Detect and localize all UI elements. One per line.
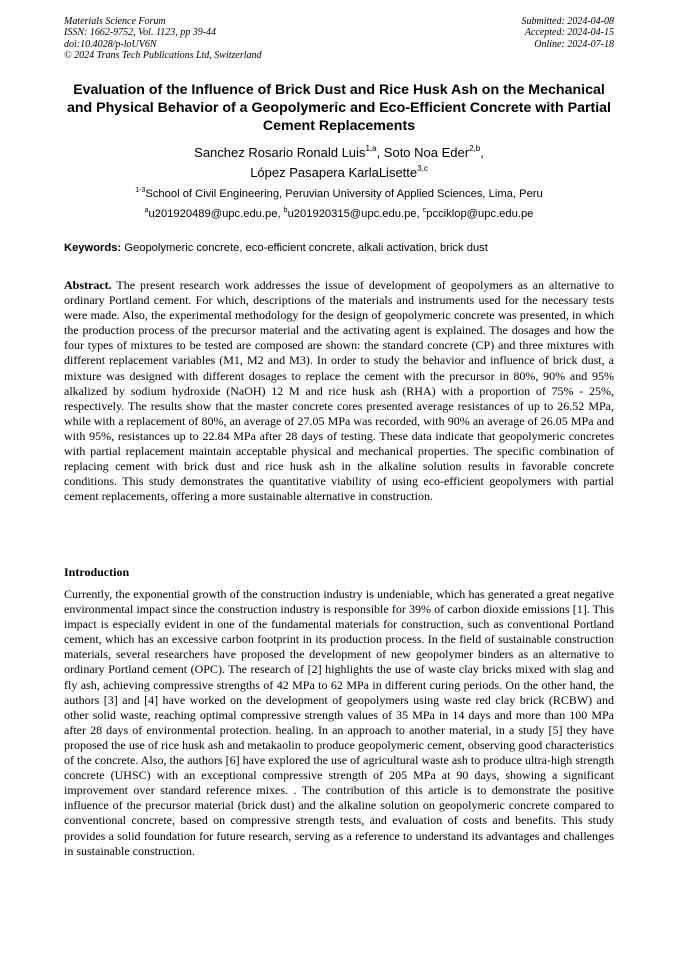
introduction-body bbox=[64, 587, 614, 859]
header-left bbox=[64, 16, 262, 61]
header-right bbox=[522, 16, 615, 50]
online-date: Online: 2024-07-18 bbox=[534, 38, 614, 50]
author-name: Soto Noa Eder bbox=[383, 145, 470, 160]
email-address[interactable]: pcciklop@upc.edu.pe bbox=[426, 208, 534, 220]
affiliation-text: School of Civil Engineering, Peruvian University of Applied Sciences, Lima, Peru bbox=[145, 188, 543, 200]
accepted-date: Accepted: 2024-04-15 bbox=[524, 27, 614, 39]
author-affiliation-mark: 2,b bbox=[469, 144, 481, 153]
author-list bbox=[60, 143, 618, 183]
email-mark: b bbox=[283, 207, 288, 214]
author-name: Sanchez Rosario Ronald Luis bbox=[194, 145, 366, 160]
abstract-label: Abstract. bbox=[64, 278, 112, 292]
issn-volume: ISSN: 1662-9752, Vol. 1123, pp 39-44 bbox=[64, 27, 217, 39]
email-address[interactable]: u201920315@upc.edu.pe, bbox=[287, 208, 423, 220]
keywords-label: Keywords: bbox=[64, 242, 122, 254]
paper-title: Evaluation of the Influence of Brick Dust and Rice Husk Ash on the Mechanical and Physical Behavior of a Geopolymeric and Eco-Efficient Concrete with Partial Cement Replacements bbox=[67, 82, 611, 134]
author-separator: , bbox=[376, 145, 384, 160]
email-address[interactable]: u201920489@upc.edu.pe, bbox=[148, 208, 284, 220]
author-affiliation-mark: 3,c bbox=[417, 164, 428, 173]
affiliation-mark: 1-3 bbox=[135, 187, 146, 194]
abstract-paragraph bbox=[64, 278, 614, 504]
abstract-text: The present research work addresses the issue of development of geopolymers as an alternative to ordinary Portland cement. For which, descriptions of the materials and instruments used for the necessary tests were made. Also, the experimental methodology for the design of geopolymeric concrete was presented, in which the production process of the precursor material and the activating agent is explained. The dosages and how the four types of mixtures to be tested are composed are shown: the standard concrete (CP) and three mixtures with different replacement variables (M1, M2 and M3). In order to study the behavior and influence of brick dust, a mixture was designed with different dosages to replace the cement with the precursor in 80%, 90% and 95% alkalized by sodium hydroxide (NaOH) 12 M and rice husk ash (RHA) with a proportion of 75% - 25%, respectively. The results show that the master concrete cores presented average resistances of up to 26.52 MPa, while with a replacement of 80%, an average of 27.05 MPa was recorded, with 90% an average of 26.05 MPa and with 95%, resistances up to 22.84 MPa after 28 days of testing. These data indicate that geopolymeric concretes with partial replacement maintain acceptable physical and mechanical properties. The specific combination of replacing cement with brick dust and rice husk ash in the alkaline solution results in favorable concrete conditions. This study demonstrates the quantitative viability of using eco-efficient geopolymers with partial cement replacements, offering a more sustainable alternative in construction. bbox=[64, 278, 614, 504]
email-line bbox=[60, 204, 618, 224]
keywords-text: Geopolymeric concrete, eco-efficient concrete, alkali activation, brick dust bbox=[121, 242, 488, 254]
author-affiliation-mark: 1,a bbox=[365, 144, 377, 153]
keywords bbox=[64, 241, 614, 255]
submitted-date: Submitted: 2024-04-08 bbox=[521, 16, 614, 27]
introduction-paragraph: Currently, the exponential growth of the construction industry is undeniable, which has generated a great negative environmental impact since the construction industry is responsible for 39% of carbon dioxide emissions [1]. This impact is especially evident in one of the fundamental materials for construction, such as conventional Portland cement, which has an excessive carbon footprint in its production process. In the field of sustainable construction materials, several researchers have proposed the development of new geopolymer binders as an alternative to ordinary Portland cement (OPC). The research of [2] highlights the use of waste clay bricks mixed with slag and fly ash, achieving compressive strengths of 42 MPa to 62 MPa in different curing periods. On the other hand, the authors [3] and [4] have worked on the development of geopolymers using waste red clay brick (RCBW) and other solid waste, reaching optimal compressive strength values of 35 MPa in 14 days and more than 100 MPa after 28 days of environmental protection. healing. In an approach to another material, in a study [5] they have proposed the use of rice husk ash and metakaolin to produce geopolymeric cement, observing good characteristics of the concrete. Also, the authors [6] have explored the use of agricultural waste ash to produce ultra-high strength concrete (UHSC) with an exceptional compressive strength of 205 MPa at 90 days, showing a significant improvement over standard reference mixes. . The contribution of this article is to demonstrate the positive influence of the precursor material (brick dust) and the alkaline solution on geopolymeric concrete compared to conventional concrete, based on compressive strength tests, and evaluation of costs and benefits. This study provides a solid foundation for future research, serving as a reference to understand its advantages and challenges in sustainable construction. bbox=[64, 587, 614, 858]
affiliations bbox=[60, 184, 618, 224]
author-separator: , bbox=[480, 145, 484, 160]
journal-name: Materials Science Forum bbox=[64, 16, 166, 27]
section-heading-introduction: Introduction bbox=[64, 565, 130, 579]
abstract bbox=[64, 278, 614, 504]
email-mark: a bbox=[144, 207, 149, 214]
copyright: © 2024 Trans Tech Publications Ltd, Switzerland bbox=[64, 49, 262, 61]
author-name: López Pasapera KarlaLisette bbox=[250, 165, 418, 180]
email-mark: c bbox=[422, 207, 427, 214]
doi: doi:10.4028/p-loUV6N bbox=[64, 38, 157, 50]
affiliation-line bbox=[60, 184, 618, 204]
